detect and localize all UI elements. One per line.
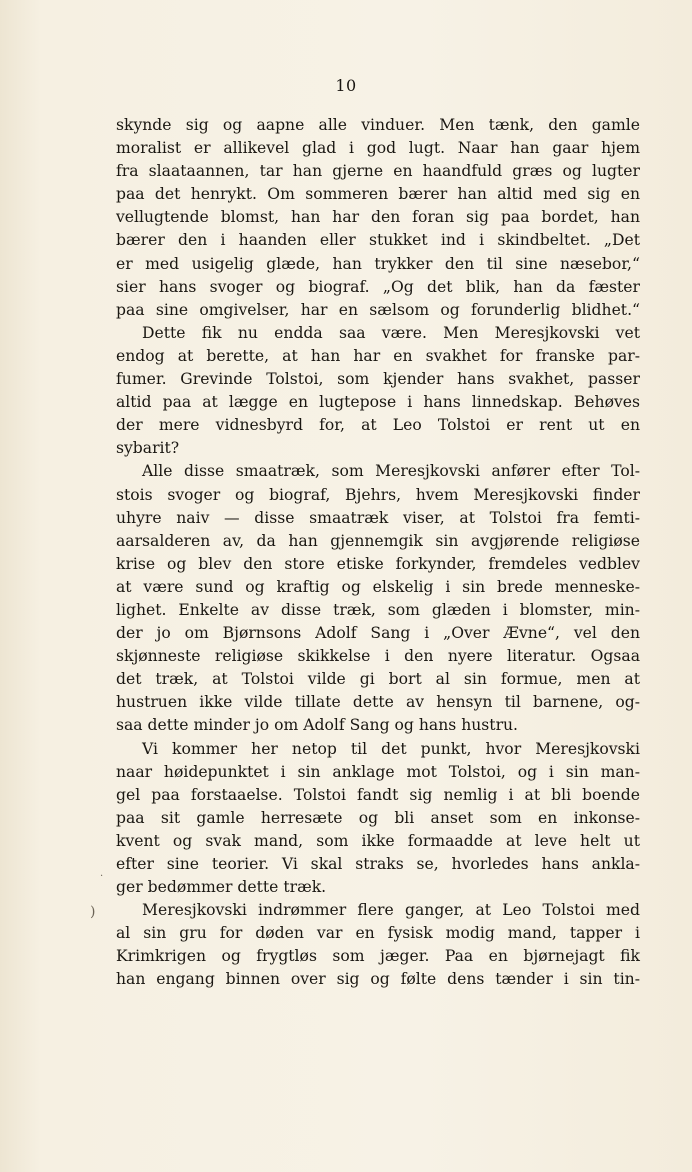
text-line: Alle disse smaatræk, som Meresjkovski anfører efter Tol- xyxy=(142,462,640,481)
text-line: der mere vidnesbyrd for, at Leo Tolstoi er rent ut en xyxy=(116,416,640,435)
text-line: vellugtende blomst, han har den foran sig paa bordet, han xyxy=(116,208,640,227)
text-line: paa det henrykt. Om sommeren bærer han altid med sig en xyxy=(116,185,640,204)
text-line: fra slaataannen, tar han gjerne en haandfuld græs og lugter xyxy=(116,162,640,181)
text-line: stois svoger og biograf, Bjehrs, hvem Meresjkovski finder xyxy=(116,485,640,504)
text-line: kvent og svak mand, som ikke formaadde at leve helt ut xyxy=(116,831,640,850)
text-line: uhyre naiv — disse smaatræk viser, at Tolstoi fra femti- xyxy=(116,508,640,527)
text-line: at være sund og kraftig og elskelig i sin brede menneske- xyxy=(116,577,640,596)
paragraph xyxy=(116,114,640,322)
text-line: krise og blev den store etiske forkynder, fremdeles vedblev xyxy=(116,554,640,573)
text-line: hustruen ikke vilde tillate dette av hensyn til barnene, og- xyxy=(116,693,640,712)
text-line: al sin gru for døden var en fysisk modig mand, tapper i xyxy=(116,924,640,943)
text-line: bærer den i haanden eller stukket ind i skindbeltet. „Det xyxy=(116,231,640,250)
text-line: skynde sig og aapne alle vinduer. Men tænk, den gamle xyxy=(116,116,640,134)
paragraph xyxy=(116,322,640,461)
text-line: aarsalderen av, da han gjennemgik sin avgjørende religiøse xyxy=(116,531,640,550)
text-line: lighet. Enkelte av disse træk, som glæden i blomster, min- xyxy=(116,600,640,619)
text-line: han engang binnen over sig og følte dens tænder i sin tin- xyxy=(116,970,640,989)
body-text xyxy=(116,114,640,992)
text-line: endog at berette, at han har en svakhet for franske par- xyxy=(116,346,640,365)
text-line: sybarit? xyxy=(116,439,180,458)
text-line: moralist er allikevel glad i god lugt. Naar han gaar hjem xyxy=(116,139,640,158)
page-number: 10 xyxy=(335,76,357,95)
margin-pencil-mark: ) xyxy=(90,904,96,920)
text-line: skjønneste religiøse skikkelse i den nyere literatur. Ogsaa xyxy=(116,647,640,666)
text-line: naar høidepunktet i sin anklage mot Tolstoi, og i sin man- xyxy=(116,762,640,781)
text-line: Krimkrigen og frygtløs som jæger. Paa en bjørnejagt fik xyxy=(116,947,640,966)
paragraph xyxy=(116,899,640,991)
text-line: det træk, at Tolstoi vilde gi bort al sin formue, men at xyxy=(116,670,640,689)
text-line: gel paa forstaaelse. Tolstoi fandt sig nemlig i at bli boende xyxy=(116,785,640,804)
text-line: paa sine omgivelser, har en sælsom og forunderlig blidhet.“ xyxy=(116,300,640,319)
paragraph xyxy=(116,460,640,737)
text-line: Dette fik nu endda saa være. Men Meresjkovski vet xyxy=(142,323,640,342)
text-line: der jo om Bjørnsons Adolf Sang i „Over Ævne“, vel den xyxy=(116,624,640,643)
margin-dot-mark: . xyxy=(100,868,104,879)
paragraph xyxy=(116,738,640,900)
text-line: sier hans svoger og biograf. „Og det blik, han da fæster xyxy=(116,277,640,296)
text-line: fumer. Grevinde Tolstoi, som kjender hans svakhet, passer xyxy=(116,370,640,389)
text-line: er med usigelig glæde, han trykker den til sine næsebor,“ xyxy=(116,254,640,273)
text-line: saa dette minder jo om Adolf Sang og hans hustru. xyxy=(116,716,519,735)
text-line: Meresjkovski indrømmer flere ganger, at Leo Tolstoi med xyxy=(142,901,640,920)
text-line: ger bedømmer dette træk. xyxy=(116,878,327,897)
text-line: altid paa at lægge en lugtepose i hans linnedskap. Behøves xyxy=(116,393,640,412)
text-line: Vi kommer her netop til det punkt, hvor Meresjkovski xyxy=(142,739,640,758)
text-line: efter sine teorier. Vi skal straks se, hvorledes hans ankla- xyxy=(116,855,640,873)
text-line: paa sit gamle herresæte og bli anset som en inkonse- xyxy=(116,808,640,827)
